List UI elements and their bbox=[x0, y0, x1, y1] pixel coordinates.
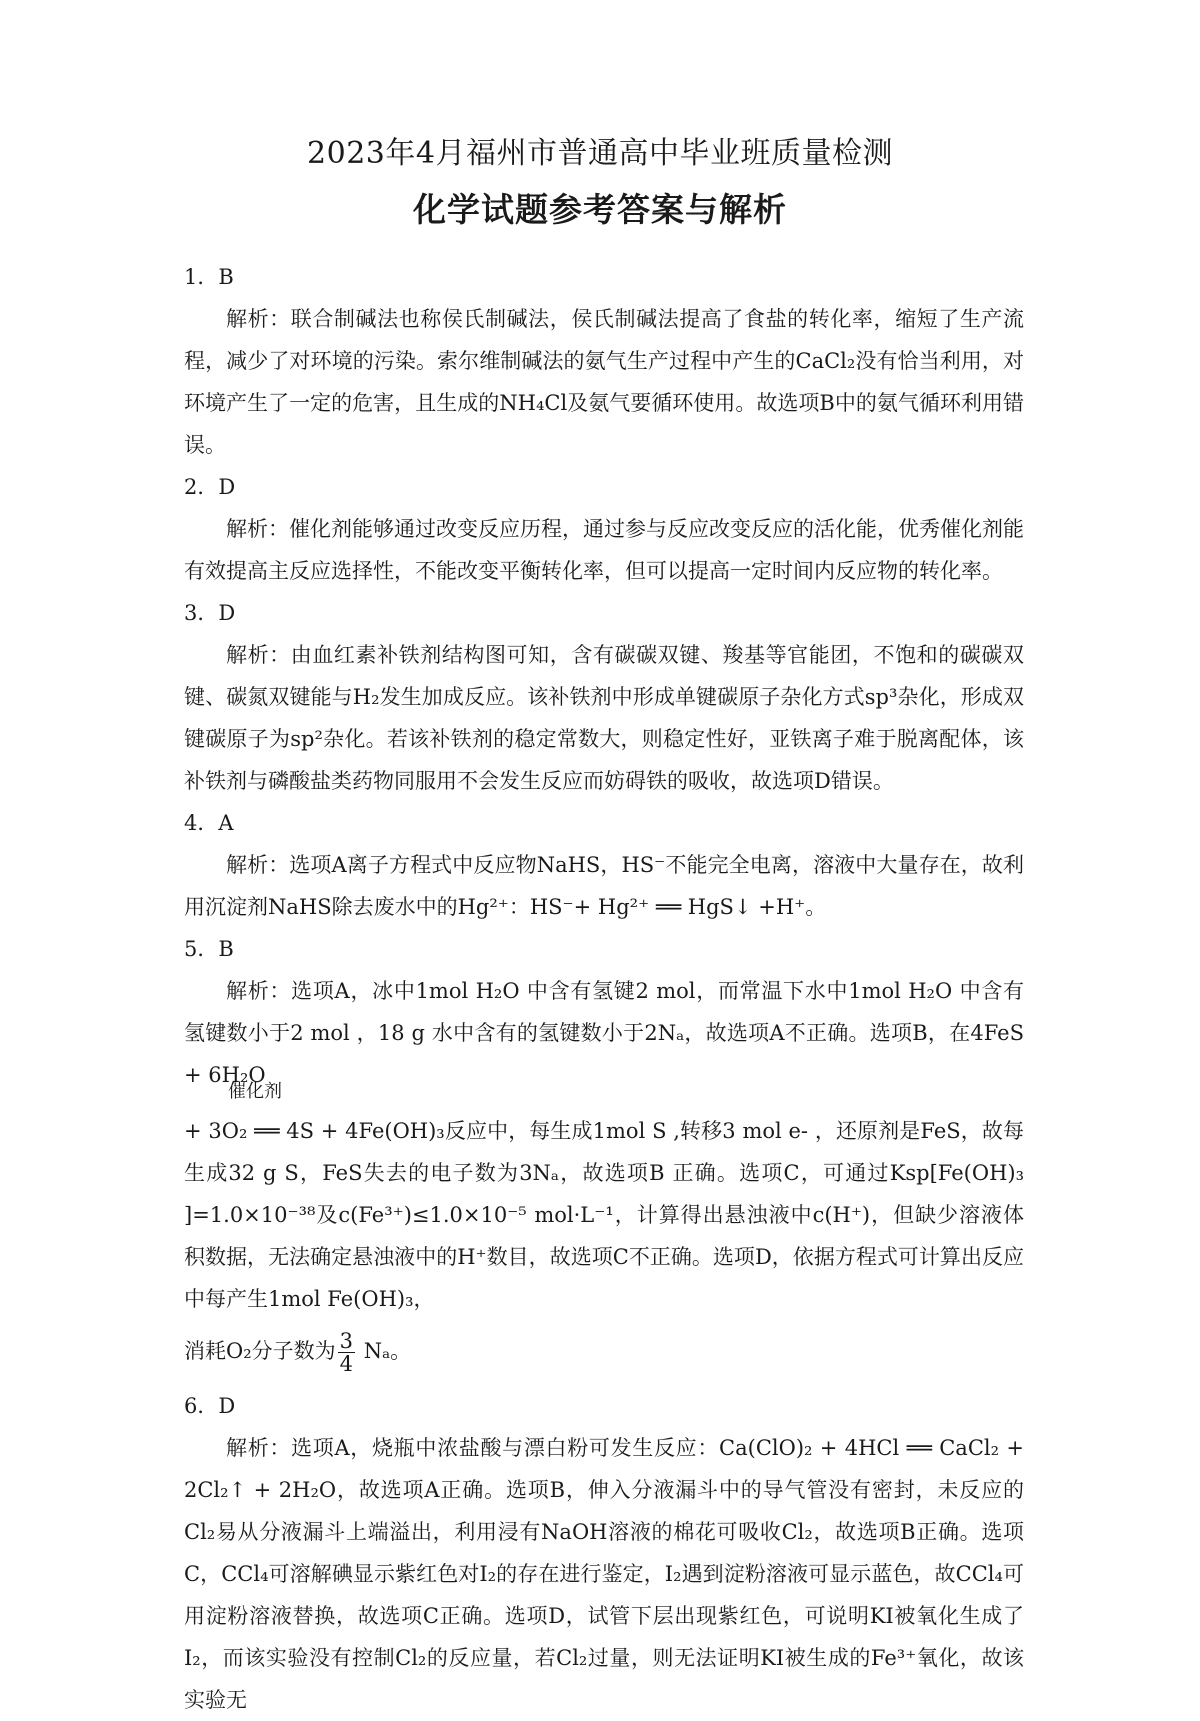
question-explanation-2: 解析：催化剂能够通过改变反应历程，通过参与反应改变反应的活化能，优秀催化剂能有效提高主反应选择性，不能改变平衡转化率，但可以提高一定时间内反应物的转化率。 bbox=[184, 517, 1024, 583]
question-explanation-1: 解析：联合制碱法也称侯氏制碱法，侯氏制碱法提高了食盐的转化率，缩短了生产流程，减少了对环境的污染。索尔维制碱法的氨气生产过程中产生的CaCl₂没有恰当利用，对环境产生了一定的危害，且生成的NH₄Cl及氨气要循环使用。故选项B中的氨气循环利用错误。 bbox=[184, 307, 1024, 457]
fraction-denominator: 4 bbox=[339, 1352, 354, 1376]
question-number-5: 5．B bbox=[184, 937, 234, 961]
question-number-3: 3．D bbox=[184, 601, 236, 625]
question-number-2: 2．D bbox=[184, 475, 236, 499]
q5-prefix: 消耗O₂分子数为 bbox=[184, 1339, 336, 1363]
question-explanation-5-equation: + 3O₂ ══ 4S + 4Fe(OH)₃反应中，每生成1mol S ,转移3 mol e- ，还原剂是FeS，故每生成32 g S，FeS失去的电子数为3Nₐ，故选项B 正确。选项C，可通过Ksp[Fe(OH)₃ ]=1.0×10⁻³⁸及c(Fe³⁺)≤1.0×10⁻⁵ mol·L⁻¹，计算得出悬浊液中c(H⁺)，但缺少溶液体积数据，无法确定悬浊液中的H⁺数目，故选项C不正确。选项D，依据方程式可计算出反应中每产生1mol Fe(OH)₃， bbox=[184, 1119, 1024, 1311]
q5-suffix: Nₐ。 bbox=[357, 1339, 412, 1363]
question-explanation-5-part2 bbox=[184, 1081, 1024, 1320]
catalyst-label: 催化剂 bbox=[228, 1081, 282, 1102]
question-explanation-3: 解析：由血红素补铁剂结构图可知，含有碳碳双键、羧基等官能团，不饱和的碳碳双键、碳氮双键能与H₂发生加成反应。该补铁剂中形成单键碳原子杂化方式sp³杂化，形成双键碳原子为sp²杂化。若该补铁剂的稳定常数大，则稳定性好，亚铁离子难于脱离配体，该补铁剂与磷酸盐类药物同服用不会发生反应而妨碍铁的吸收，故选项D错误。 bbox=[184, 643, 1024, 793]
question-explanation-4: 解析：选项A离子方程式中反应物NaHS，HS⁻不能完全电离，溶液中大量存在，故利用沉淀剂NaHS除去废水中的Hg²⁺：HS⁻+ Hg²⁺ ══ HgS↓ +H⁺。 bbox=[184, 853, 1024, 919]
document-title: 2023年4月福州市普通高中毕业班质量检测 bbox=[307, 136, 893, 171]
question-number-1: 1．B bbox=[184, 265, 234, 289]
fraction bbox=[338, 1330, 355, 1375]
answer-list bbox=[184, 256, 1024, 1721]
question-explanation-5-part3 bbox=[184, 1330, 1024, 1375]
document-subtitle: 化学试题参考答案与解析 bbox=[413, 190, 787, 229]
question-number-4: 4．A bbox=[184, 811, 234, 835]
spacer bbox=[184, 1096, 1024, 1110]
question-explanation-5-part1: 解析：选项A，冰中1mol H₂O 中含有氢键2 mol，而常温下水中1mol H₂O 中含有氢键数小于2 mol ，18 g 水中含有的氢键数小于2Nₐ，故选项A不正确。选项B，在4FeS + 6H₂O bbox=[184, 979, 1024, 1087]
question-number-6: 6．D bbox=[184, 1394, 236, 1418]
question-explanation-6: 解析：选项A，烧瓶中浓盐酸与漂白粉可发生反应：Ca(ClO)₂ + 4HCl ══ CaCl₂ + 2Cl₂↑ + 2H₂O，故选项A正确。选项B，伸入分液漏斗中的导气管没有密封，未反应的Cl₂易从分液漏斗上端溢出，利用浸有NaOH溶液的棉花可吸收Cl₂，故选项B正确。选项C，CCl₄可溶解碘显示紫红色对I₂的存在进行鉴定，I₂遇到淀粉溶液可显示蓝色，故CCl₄可用淀粉溶液替换，故选项C正确。选项D，试管下层出现紫红色，可说明KI被氧化生成了I₂，而该实验没有控制Cl₂的反应量，若Cl₂过量，则无法证明KI被生成的Fe³⁺氧化，故该实验无 bbox=[184, 1436, 1024, 1712]
fraction-numerator: 3 bbox=[339, 1329, 354, 1353]
